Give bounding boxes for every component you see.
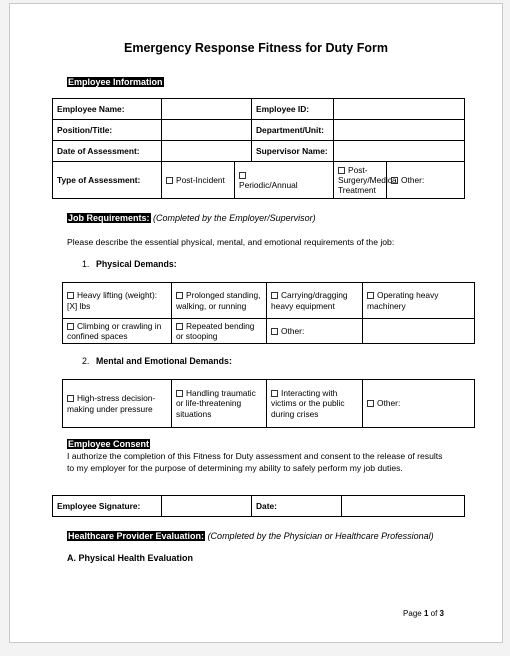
mental-demands-table [62,379,475,428]
checkbox-icon[interactable] [367,292,374,299]
mental-item-traumatic[interactable]: Handling traumatic or life-threatening situations [172,380,267,428]
checkbox-icon[interactable] [166,177,173,184]
form-title: Emergency Response Fitness for Duty Form [124,41,388,55]
job-requirements-note: (Completed by the Employer/Supervisor) [153,213,316,223]
mental-item-interacting[interactable]: Interacting with victims or the public during crises [267,380,363,428]
checkbox-icon[interactable] [176,323,183,330]
provider-note: (Completed by the Physician or Healthcare Professional) [207,531,434,541]
physical-health-evaluation-heading: A. Physical Health Evaluation [67,553,194,563]
assessment-type-label: Type of Assessment: [53,162,162,199]
employee-name-field[interactable] [162,99,252,120]
signature-date-label: Date: [252,496,342,517]
checkbox-icon[interactable] [67,395,74,402]
job-requirements-heading: Job Requirements: (Completed by the Employer/Supervisor) [68,213,316,223]
position-field[interactable] [162,120,252,141]
checkbox-icon[interactable] [391,177,398,184]
page-number: Page 1 of 3 [403,609,444,618]
physical-item-other[interactable]: Other: [267,319,363,344]
physical-item-climbing[interactable]: Climbing or crawling in confined spaces [63,319,172,344]
checkbox-icon[interactable] [271,390,278,397]
supervisor-label: Supervisor Name: [252,141,334,162]
supervisor-field[interactable] [334,141,465,162]
job-requirements-instruction: Please describe the essential physical, mental, and emotional requirements of the job: [67,237,395,247]
signature-date-field[interactable] [342,496,465,517]
employee-id-label: Employee ID: [252,99,334,120]
employee-info-heading: Employee Information [68,77,163,87]
type-option-post-incident[interactable]: Post-Incident [162,162,235,199]
type-option-post-surgery[interactable]: Post-Surgery/Medical Treatment [334,162,387,199]
physical-item-machinery[interactable]: Operating heavy machinery [363,283,475,319]
physical-item-empty[interactable] [363,319,475,344]
physical-item-carrying[interactable]: Carrying/dragging heavy equipment [267,283,363,319]
document-page [9,3,503,643]
checkbox-icon[interactable] [239,172,246,179]
position-label: Position/Title: [53,120,162,141]
type-option-other[interactable]: Other: [387,162,465,199]
checkbox-icon[interactable] [271,292,278,299]
department-label: Department/Unit: [252,120,334,141]
provider-heading: Healthcare Provider Evaluation: (Completed by the Physician or Healthcare Professional) [68,531,434,541]
physical-item-heavy-lifting[interactable]: Heavy lifting (weight): [X] lbs [63,283,172,319]
mental-item-high-stress[interactable]: High-stress decision-making under pressure [63,380,172,428]
department-field[interactable] [334,120,465,141]
signature-label: Employee Signature: [53,496,162,517]
mental-item-other[interactable]: Other: [363,380,475,428]
employee-info-table [52,98,465,199]
checkbox-icon[interactable] [176,390,183,397]
physical-item-bending[interactable]: Repeated bending or stooping [172,319,267,344]
mental-demands-heading: 2. Mental and Emotional Demands: [82,356,232,366]
physical-demands-heading: 1. Physical Demands: [82,259,177,269]
physical-demands-table [62,282,475,344]
checkbox-icon[interactable] [338,167,345,174]
checkbox-icon[interactable] [176,292,183,299]
assessment-date-field[interactable] [162,141,252,162]
type-option-periodic[interactable]: Periodic/Annual [235,162,334,199]
checkbox-icon[interactable] [367,400,374,407]
checkbox-icon[interactable] [67,292,74,299]
employee-id-field[interactable] [334,99,465,120]
consent-heading: Employee Consent [68,439,150,449]
checkbox-icon[interactable] [271,328,278,335]
physical-item-prolonged-standing[interactable]: Prolonged standing, walking, or running [172,283,267,319]
assessment-date-label: Date of Assessment: [53,141,162,162]
consent-text: I authorize the completion of this Fitness for Duty assessment and consent to the release of results to my employer for the purpose of determining my ability to safely perform my job duties. [67,451,443,473]
employee-name-label: Employee Name: [53,99,162,120]
checkbox-icon[interactable] [67,323,74,330]
signature-field[interactable] [162,496,252,517]
signature-table [52,495,465,517]
